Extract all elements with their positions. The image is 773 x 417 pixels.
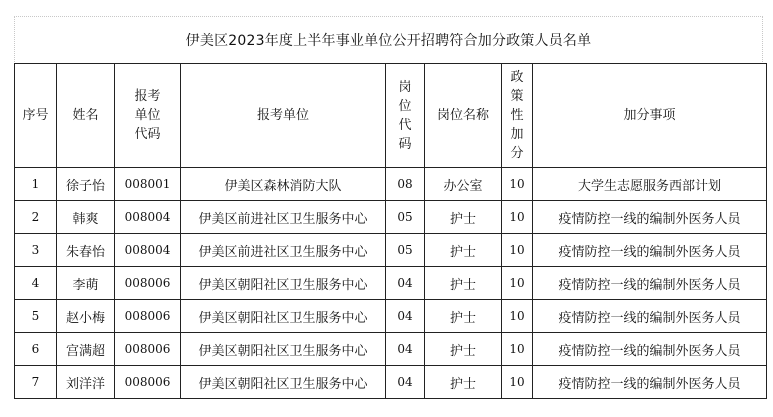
cell-post-name: 护士 <box>425 234 502 267</box>
cell-post-name: 办公室 <box>425 168 502 201</box>
applicant-table <box>14 63 767 399</box>
cell-score: 10 <box>502 267 533 300</box>
cell-name: 刘洋洋 <box>57 366 115 399</box>
cell-unit: 伊美区前进社区卫生服务中心 <box>181 234 386 267</box>
cell-post-code: 04 <box>386 333 425 366</box>
header-seq: 序号 <box>15 64 57 168</box>
table-row <box>15 201 767 234</box>
cell-item: 疫情防控一线的编制外医务人员 <box>533 201 767 234</box>
cell-seq: 6 <box>15 333 57 366</box>
cell-post-name: 护士 <box>425 300 502 333</box>
cell-score: 10 <box>502 168 533 201</box>
cell-post-name: 护士 <box>425 201 502 234</box>
cell-post-code: 04 <box>386 267 425 300</box>
table-row <box>15 234 767 267</box>
cell-unit: 伊美区前进社区卫生服务中心 <box>181 201 386 234</box>
cell-item: 疫情防控一线的编制外医务人员 <box>533 300 767 333</box>
cell-unit: 伊美区森林消防大队 <box>181 168 386 201</box>
header-bonus-item: 加分事项 <box>533 64 767 168</box>
cell-score: 10 <box>502 201 533 234</box>
table-row <box>15 300 767 333</box>
cell-post-code: 04 <box>386 300 425 333</box>
header-post-code: 岗位代码 <box>386 64 425 168</box>
header-unit: 报考单位 <box>181 64 386 168</box>
document-title-box <box>14 16 763 64</box>
cell-name: 赵小梅 <box>57 300 115 333</box>
cell-unit-code: 008004 <box>115 201 181 234</box>
cell-name: 朱春怡 <box>57 234 115 267</box>
cell-unit-code: 008006 <box>115 333 181 366</box>
cell-unit: 伊美区朝阳社区卫生服务中心 <box>181 333 386 366</box>
document-title: 伊美区2023年度上半年事业单位公开招聘符合加分政策人员名单 <box>185 33 592 49</box>
cell-seq: 7 <box>15 366 57 399</box>
cell-post-name: 护士 <box>425 366 502 399</box>
header-post-name: 岗位名称 <box>425 64 502 168</box>
cell-item: 疫情防控一线的编制外医务人员 <box>533 333 767 366</box>
cell-name: 韩爽 <box>57 201 115 234</box>
cell-seq: 2 <box>15 201 57 234</box>
cell-unit-code: 008001 <box>115 168 181 201</box>
cell-post-name: 护士 <box>425 267 502 300</box>
cell-post-code: 05 <box>386 234 425 267</box>
cell-seq: 4 <box>15 267 57 300</box>
header-policy-score: 政策性加分 <box>502 64 533 168</box>
table-row <box>15 333 767 366</box>
cell-post-code: 08 <box>386 168 425 201</box>
cell-item: 大学生志愿服务西部计划 <box>533 168 767 201</box>
cell-seq: 1 <box>15 168 57 201</box>
cell-unit-code: 008006 <box>115 267 181 300</box>
cell-unit: 伊美区朝阳社区卫生服务中心 <box>181 267 386 300</box>
table-header-row <box>15 64 767 168</box>
cell-unit: 伊美区朝阳社区卫生服务中心 <box>181 366 386 399</box>
cell-score: 10 <box>502 366 533 399</box>
table-row <box>15 267 767 300</box>
header-name: 姓名 <box>57 64 115 168</box>
cell-item: 疫情防控一线的编制外医务人员 <box>533 366 767 399</box>
table-row <box>15 366 767 399</box>
cell-seq: 3 <box>15 234 57 267</box>
cell-unit-code: 008004 <box>115 234 181 267</box>
cell-name: 徐子怡 <box>57 168 115 201</box>
cell-score: 10 <box>502 234 533 267</box>
cell-unit-code: 008006 <box>115 300 181 333</box>
cell-score: 10 <box>502 333 533 366</box>
cell-item: 疫情防控一线的编制外医务人员 <box>533 234 767 267</box>
cell-score: 10 <box>502 300 533 333</box>
cell-post-code: 04 <box>386 366 425 399</box>
cell-name: 李萌 <box>57 267 115 300</box>
cell-item: 疫情防控一线的编制外医务人员 <box>533 267 767 300</box>
cell-unit: 伊美区朝阳社区卫生服务中心 <box>181 300 386 333</box>
cell-unit-code: 008006 <box>115 366 181 399</box>
cell-post-name: 护士 <box>425 333 502 366</box>
table-row <box>15 168 767 201</box>
cell-name: 宫满超 <box>57 333 115 366</box>
cell-post-code: 05 <box>386 201 425 234</box>
header-unit-code: 报考单位代码 <box>115 64 181 168</box>
cell-seq: 5 <box>15 300 57 333</box>
